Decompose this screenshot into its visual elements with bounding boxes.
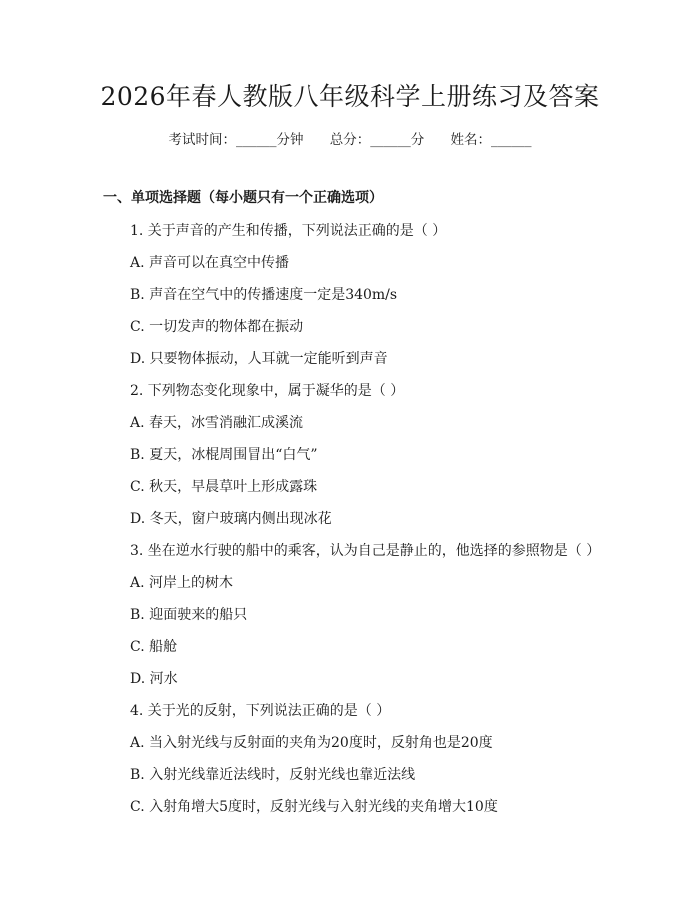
section-heading: 一、单项选择题（每小题只有一个正确选项） [103, 190, 383, 206]
question-2-option-b: B. 夏天，冰棍周围冒出“白气” [130, 447, 318, 463]
question-2-option-d: D. 冬天，窗户玻璃内侧出现冰花 [130, 511, 332, 527]
question-1-option-d: D. 只要物体振动，人耳就一定能听到声音 [130, 351, 388, 367]
question-4-stem: 4. 关于光的反射，下列说法正确的是（ ） [130, 703, 391, 719]
question-2-option-c: C. 秋天，早晨草叶上形成露珠 [130, 479, 318, 495]
question-1-option-c: C. 一切发声的物体都在振动 [130, 319, 304, 335]
total-score-field: 总分：______分 [329, 132, 425, 148]
question-4-option-a: A. 当入射光线与反射面的夹角为20度时，反射角也是20度 [130, 735, 493, 751]
question-4-option-b: B. 入射光线靠近法线时，反射光线也靠近法线 [130, 767, 416, 783]
question-4-option-c: C. 入射角增大5度时，反射光线与入射光线的夹角增大10度 [130, 799, 498, 815]
question-3-option-b: B. 迎面驶来的船只 [130, 607, 248, 623]
question-2-option-a: A. 春天，冰雪消融汇成溪流 [130, 415, 304, 431]
question-3-option-d: D. 河水 [130, 671, 178, 687]
question-1-option-b: B. 声音在空气中的传播速度一定是340m/s [130, 287, 398, 303]
page-title: 2026年春人教版八年级科学上册练习及答案 [100, 82, 600, 111]
question-3-option-c: C. 船舱 [130, 639, 178, 655]
exam-info [0, 130, 700, 150]
exam-time-field: 考试时间：______分钟 [168, 132, 304, 148]
question-3-option-a: A. 河岸上的树木 [130, 575, 234, 591]
name-field: 姓名：______ [450, 132, 532, 148]
question-1-stem: 1. 关于声音的产生和传播，下列说法正确的是（ ） [130, 223, 447, 239]
question-3-stem: 3. 坐在逆水行驶的船中的乘客，认为自己是静止的，他选择的参照物是（ ） [130, 543, 601, 559]
question-2-stem: 2. 下列物态变化现象中，属于凝华的是（ ） [130, 383, 405, 399]
question-1-option-a: A. 声音可以在真空中传播 [130, 255, 290, 271]
